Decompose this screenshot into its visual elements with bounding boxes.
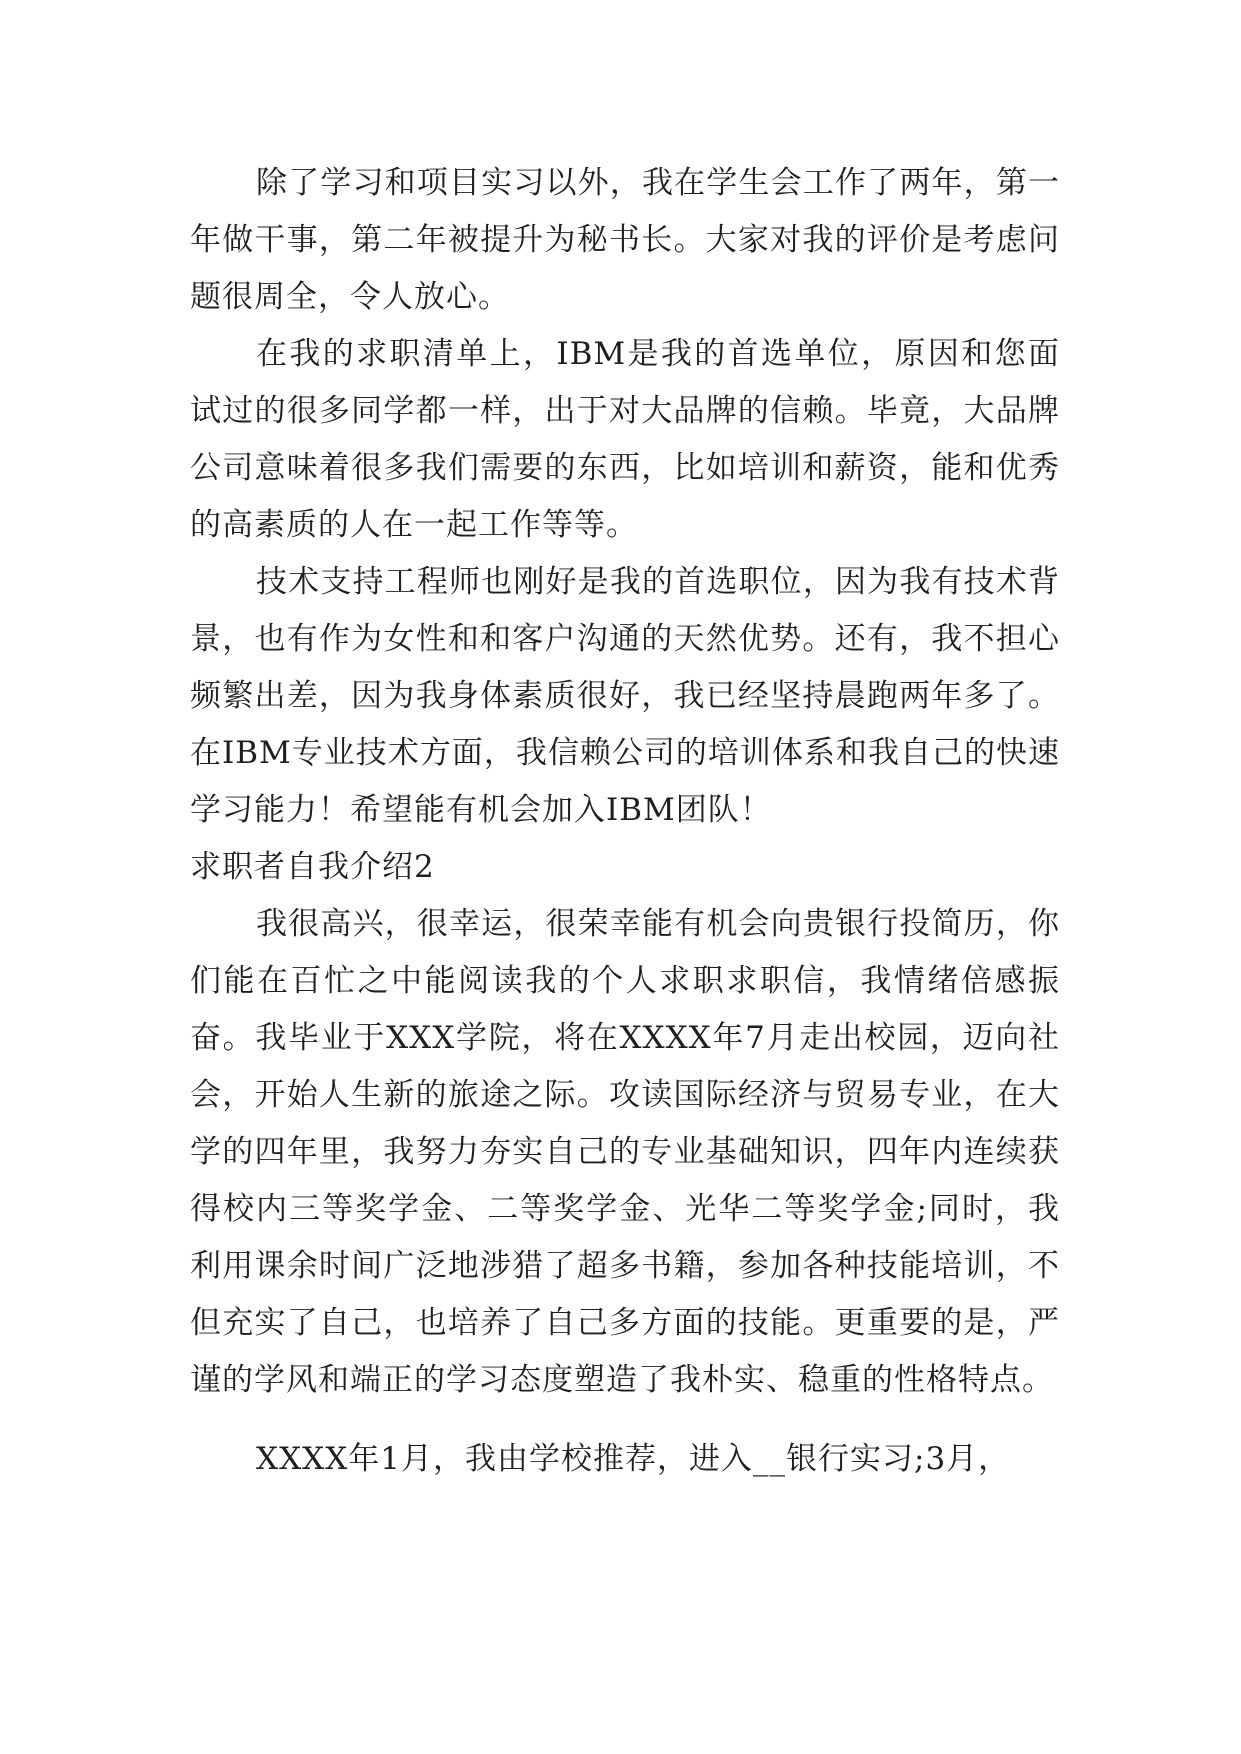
paragraph-bank-application: 我很高兴，很幸运，很荣幸能有机会向贵银行投简历，你们能在百忙之中能阅读我的个人求职求职信，我情绪倍感振奋。我毕业于XXX学院，将在XXXX年7月走出校园，迈向社会，开始人生新的旅途之际。攻读国际经济与贸易专业，在大学的四年里，我努力夯实自己的专业基础知识，四年内连续获得校内三等奖学金、二等奖学金、光华二等奖学金;同时，我利用课余时间广泛地涉猎了超多书籍，参加各种技能培训，不但充实了自己，也培养了自己多方面的技能。更重要的是，严谨的学风和端正的学习态度塑造了我朴实、稳重的性格特点。 bbox=[190, 906, 1060, 1398]
section-heading: 求职者自我介绍2 bbox=[190, 849, 435, 885]
paragraph-student-union: 除了学习和项目实习以外，我在学生会工作了两年，第一年做干事，第二年被提升为秘书长。大家对我的评价是考虑问题很周全，令人放心。 bbox=[190, 165, 1060, 315]
paragraph-internship: XXXX年1月，我由学校推荐，进入__银行实习;3月， bbox=[256, 1441, 1011, 1477]
document-body bbox=[190, 155, 1060, 1488]
paragraph-ibm-choice: 在我的求职清单上，IBM是我的首选单位，原因和您面试过的很多同学都一样，出于对大品牌的信赖。毕竟，大品牌公司意味着很多我们需要的东西，比如培训和薪资，能和优秀的高素质的人在一起工作等等。 bbox=[190, 336, 1060, 543]
paragraph-tech-support: 技术支持工程师也刚好是我的首选职位，因为我有技术背景，也有作为女性和和客户沟通的天然优势。还有，我不担心频繁出差，因为我身体素质很好，我已经坚持晨跑两年多了。在IBM专业技术方面，我信赖公司的培训体系和我自己的快速学习能力！希望能有机会加入IBM团队！ bbox=[190, 564, 1060, 828]
